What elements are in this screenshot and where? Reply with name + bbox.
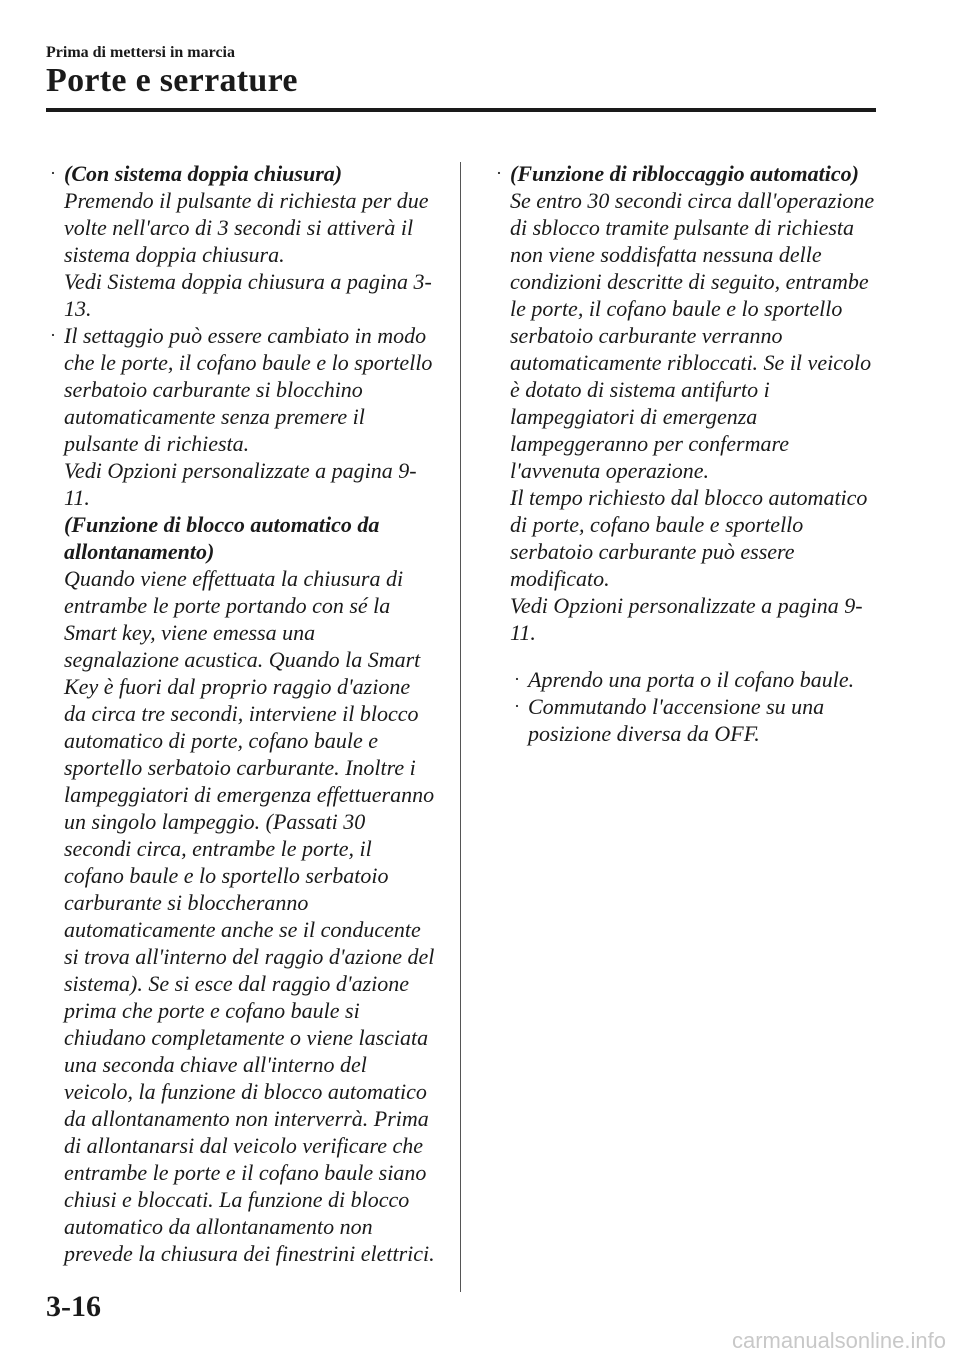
watermark: carmanualsonline.info — [731, 1328, 946, 1353]
item-body: Se entro 30 secondi circa dall'operazione di sblocco tramite pulsante di richiesta non viene soddisfatta nessuna delle condizioni descritte di seguito, entrambe le porte, il cofano baule e lo sportello serbatoio carburante verranno automaticamente ribloccati. Se il veicolo è dotato di sistema antifurto i lampeggiatori di emergenza lampeggeranno per confermare l'avvenuta operazione. — [510, 188, 875, 483]
item-reference: Vedi Opzioni personalizzate a pagina 9-11. — [510, 593, 863, 645]
bullet-icon: · — [496, 163, 502, 183]
item-body: Il settaggio può essere cambiato in modo che le porte, il cofano baule e lo sportello serbatoio carburante si blocchino automaticamente senza premere il pulsante di richiesta. — [64, 323, 433, 456]
bullet-icon: · — [514, 669, 520, 689]
condition-item — [514, 693, 881, 747]
item-body: Premendo il pulsante di richiesta per due volte nell'arco di 3 secondi si attiverà il sistema doppia chiusura. — [64, 188, 429, 267]
section-label: Prima di mettersi in marcia — [46, 44, 235, 61]
condition-item — [514, 666, 881, 693]
list-item — [496, 160, 881, 646]
item-heading: (Funzione di ribloccaggio automatico) — [510, 161, 859, 186]
bullet-icon: · — [50, 163, 56, 183]
list-item — [50, 160, 435, 322]
item-body-secondary: Il tempo richiesto dal blocco automatico di porte, cofano baule e sportello serbatoio carburante può essere modificato. — [510, 485, 868, 591]
bullet-icon: · — [514, 696, 520, 716]
auto-lock-heading: (Funzione di blocco automatico da allontanamento) — [64, 512, 380, 564]
condition-text: Commutando l'accensione su una posizione diversa da OFF. — [528, 694, 825, 746]
left-column — [50, 160, 435, 1267]
condition-text: Aprendo una porta o il cofano baule. — [528, 667, 855, 692]
right-column — [496, 160, 881, 747]
auto-lock-body: Quando viene effettuata la chiusura di entrambe le porte portando con sé la Smart key, viene emessa una segnalazione acustica. Quando la Smart Key è fuori dal proprio raggio d'azione da circa tre secondi, interviene il blocco automatico di porte, cofano baule e sportello serbatoio carburante. Inoltre i lampeggiatori di emergenza effettueranno un singolo lampeggio. (Passati 30 secondi circa, entrambe le porte, il cofano baule e lo sportello serbatoio carburante si bloccheranno automaticamente anche se il conducente si trova all'interno del raggio d'azione del sistema). Se si esce dal raggio d'azione prima che porte e cofano baule si chiudano completamente o viene lasciata una seconda chiave all'interno del veicolo, la funzione di blocco automatico da allontanamento non interverrà. Prima di allontanarsi dal veicolo verificare che entrambe le porte e il cofano baule siano chiusi e bloccati. La funzione di blocco automatico da allontanamento non prevede la chiusura dei finestrini elettrici. — [64, 566, 435, 1266]
conditions-list — [496, 666, 881, 747]
page-title: Porte e serrature — [46, 62, 298, 99]
list-item — [50, 322, 435, 511]
item-reference: Vedi Sistema doppia chiusura a pagina 3-13. — [64, 269, 432, 321]
header-rule — [46, 108, 876, 112]
item-heading: (Con sistema doppia chiusura) — [64, 161, 343, 186]
column-divider — [460, 162, 461, 1292]
page-number: 3-16 — [46, 1290, 101, 1323]
item-reference: Vedi Opzioni personalizzate a pagina 9-11. — [64, 458, 417, 510]
bullet-icon: · — [50, 325, 56, 345]
